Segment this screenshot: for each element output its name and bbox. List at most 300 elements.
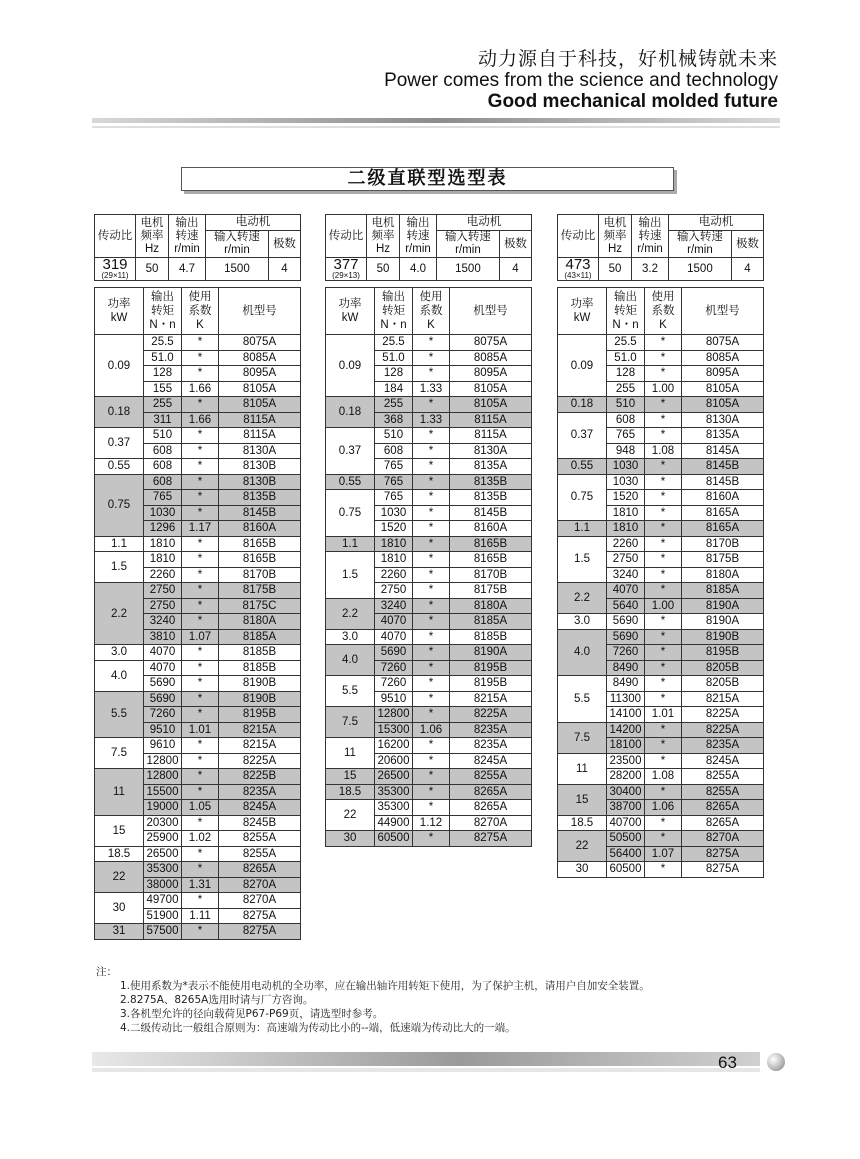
factor-cell: *: [182, 350, 219, 366]
factor-cell: *: [645, 459, 682, 475]
header-torque-line: 输出: [382, 291, 405, 303]
model-cell: 8105A: [450, 397, 532, 413]
torque-cell: 8490: [607, 660, 645, 676]
power-cell: 2.2: [326, 598, 375, 629]
model-cell: 8235A: [450, 722, 532, 738]
table-row: [326, 645, 532, 661]
torque-cell: 9510: [375, 691, 413, 707]
header-ratio: 传动比: [95, 215, 136, 258]
power-cell: 1.1: [558, 521, 607, 537]
header-torque-line: 转矩: [151, 305, 174, 317]
ratio-value: [326, 258, 367, 281]
factor-cell: *: [645, 815, 682, 831]
header-out-speed-line: 输出: [406, 216, 430, 229]
model-cell: 8160A: [450, 521, 532, 537]
header-torque-line: 转矩: [614, 305, 637, 317]
freq-value: 50: [136, 258, 169, 281]
model-cell: 8235A: [450, 738, 532, 754]
header-input-speed-line: 输入转速: [213, 231, 260, 243]
torque-cell: 608: [144, 459, 182, 475]
power-cell: 30: [326, 831, 375, 847]
torque-cell: 2260: [144, 567, 182, 583]
factor-cell: *: [413, 474, 450, 490]
power-cell: 15: [326, 769, 375, 785]
table-row: [95, 645, 301, 661]
model-cell: 8180A: [682, 567, 764, 583]
torque-cell: 26500: [375, 769, 413, 785]
model-cell: 8105A: [219, 381, 301, 397]
model-cell: 8265A: [450, 800, 532, 816]
factor-cell: *: [182, 428, 219, 444]
factor-cell: *: [182, 366, 219, 382]
power-cell: 4.0: [326, 645, 375, 676]
table-row: [95, 815, 301, 831]
model-cell: 8115A: [219, 412, 301, 428]
factor-cell: *: [182, 552, 219, 568]
model-cell: 8175B: [219, 583, 301, 599]
model-cell: 8175B: [450, 583, 532, 599]
torque-cell: 4070: [375, 629, 413, 645]
model-cell: 8270A: [682, 831, 764, 847]
torque-cell: 50500: [607, 831, 645, 847]
torque-cell: 5690: [607, 629, 645, 645]
power-cell: 0.75: [95, 474, 144, 536]
model-cell: 8145B: [219, 505, 301, 521]
model-cell: 8190A: [682, 614, 764, 630]
power-cell: 0.18: [326, 397, 375, 428]
torque-cell: 14200: [607, 722, 645, 738]
table-row: [326, 629, 532, 645]
table-row: [95, 536, 301, 552]
torque-cell: 51900: [144, 908, 182, 924]
model-cell: 8165A: [682, 505, 764, 521]
header-out-speed-line: r/min: [174, 242, 200, 255]
torque-cell: 510: [144, 428, 182, 444]
power-cell: 15: [95, 815, 144, 846]
table-row: [95, 428, 301, 444]
table-row: [95, 335, 301, 351]
factor-cell: *: [645, 753, 682, 769]
factor-cell: *: [413, 738, 450, 754]
torque-cell: 1520: [375, 521, 413, 537]
model-cell: 8175B: [682, 552, 764, 568]
power-cell: 0.09: [95, 335, 144, 397]
power-cell: 22: [95, 862, 144, 893]
power-cell: 2.2: [95, 583, 144, 645]
model-cell: 8165B: [450, 536, 532, 552]
torque-cell: 56400: [607, 846, 645, 862]
header-input-speed: [437, 231, 500, 258]
model-cell: 8190A: [682, 598, 764, 614]
factor-cell: *: [182, 753, 219, 769]
factor-cell: *: [413, 660, 450, 676]
model-cell: 8185B: [450, 629, 532, 645]
factor-cell: *: [413, 614, 450, 630]
table-row: [95, 459, 301, 475]
factor-cell: *: [645, 831, 682, 847]
header-power-line: 功率: [338, 298, 362, 310]
model-cell: 8180A: [450, 598, 532, 614]
factor-cell: 1.07: [645, 846, 682, 862]
table-row: [326, 397, 532, 413]
factor-cell: 1.17: [182, 521, 219, 537]
header-freq: [136, 215, 169, 258]
torque-cell: 35300: [375, 800, 413, 816]
model-cell: 8255A: [450, 769, 532, 785]
power-cell: 0.09: [326, 335, 375, 397]
header-power-line: 功率: [570, 298, 594, 310]
table-row: [558, 629, 764, 645]
table-row: [558, 412, 764, 428]
torque-cell: 40700: [607, 815, 645, 831]
header-out-speed-line: 输出: [638, 216, 662, 229]
header-freq-line: Hz: [607, 242, 623, 255]
header-motor: 电动机: [669, 215, 764, 231]
torque-cell: 2750: [607, 552, 645, 568]
factor-cell: 1.11: [182, 908, 219, 924]
table-row: [95, 893, 301, 909]
factor-cell: *: [413, 490, 450, 506]
model-cell: 8195B: [450, 660, 532, 676]
factor-cell: *: [413, 335, 450, 351]
selection-table-3: [557, 214, 764, 878]
model-cell: 8205B: [682, 676, 764, 692]
header-factor: [413, 288, 450, 335]
spec-row: [558, 258, 764, 281]
factor-cell: *: [645, 629, 682, 645]
model-cell: 8105A: [682, 381, 764, 397]
factor-cell: *: [645, 567, 682, 583]
factor-cell: *: [413, 753, 450, 769]
model-cell: 8270A: [219, 893, 301, 909]
factor-cell: *: [413, 800, 450, 816]
power-cell: 1.5: [326, 552, 375, 599]
factor-cell: *: [413, 831, 450, 847]
header-freq-line: 电机: [603, 216, 627, 229]
power-cell: 5.5: [326, 676, 375, 707]
table-row: [326, 831, 532, 847]
slogan-en-1: Power comes from the science and technology: [384, 70, 778, 91]
factor-cell: 1.01: [645, 707, 682, 723]
header-factor-line: 使用: [651, 291, 675, 303]
out-speed-value: 3.2: [632, 258, 669, 281]
table-row: [558, 583, 764, 599]
model-cell: 8225A: [682, 722, 764, 738]
model-cell: 8215A: [219, 722, 301, 738]
header-freq-line: 频率: [371, 229, 395, 242]
ratio-value: [95, 258, 136, 281]
torque-cell: 23500: [607, 753, 645, 769]
factor-cell: *: [413, 552, 450, 568]
model-cell: 8115A: [219, 428, 301, 444]
header-model: 机型号: [682, 288, 764, 335]
factor-cell: *: [182, 691, 219, 707]
note-item: 2.8275A、8265A选用时请与厂方咨询。: [120, 994, 314, 1006]
model-cell: 8255A: [682, 784, 764, 800]
factor-cell: *: [182, 862, 219, 878]
factor-cell: *: [413, 583, 450, 599]
table-row: [95, 691, 301, 707]
torque-cell: 16200: [375, 738, 413, 754]
factor-cell: *: [182, 645, 219, 661]
header-input-speed-line: r/min: [455, 244, 481, 256]
model-cell: 8170B: [219, 567, 301, 583]
factor-cell: *: [182, 505, 219, 521]
header-input-speed: [206, 231, 269, 258]
freq-value: 50: [599, 258, 632, 281]
torque-cell: 1030: [607, 459, 645, 475]
table-row: [558, 862, 764, 878]
model-cell: 8185A: [682, 583, 764, 599]
factor-cell: *: [413, 366, 450, 382]
model-cell: 8255A: [682, 769, 764, 785]
ratio-number: 377: [333, 256, 359, 273]
header-power-line: 功率: [107, 298, 131, 310]
torque-cell: 11300: [607, 691, 645, 707]
factor-cell: *: [645, 722, 682, 738]
torque-cell: 608: [375, 443, 413, 459]
torque-cell: 38700: [607, 800, 645, 816]
table-row: [558, 784, 764, 800]
factor-cell: *: [182, 846, 219, 862]
torque-cell: 608: [144, 474, 182, 490]
power-cell: 4.0: [558, 629, 607, 676]
torque-cell: 1810: [144, 552, 182, 568]
model-cell: 8270A: [219, 877, 301, 893]
power-cell: 0.55: [95, 459, 144, 475]
torque-cell: 255: [375, 397, 413, 413]
model-cell: 8180A: [219, 614, 301, 630]
table-grid: [557, 214, 764, 281]
model-cell: 8245A: [682, 753, 764, 769]
factor-cell: *: [645, 490, 682, 506]
header-out-speed: [632, 215, 669, 258]
torque-cell: 5690: [144, 676, 182, 692]
factor-cell: *: [182, 676, 219, 692]
poles-value: 4: [268, 258, 300, 281]
torque-cell: 38000: [144, 877, 182, 893]
ratio-sub: (29×11): [101, 271, 129, 280]
factor-cell: *: [413, 443, 450, 459]
model-cell: 8175C: [219, 598, 301, 614]
model-cell: 8165B: [450, 552, 532, 568]
table-grid: [94, 214, 301, 281]
header-out-speed: [169, 215, 206, 258]
torque-cell: 25.5: [607, 335, 645, 351]
table-row: [558, 722, 764, 738]
power-cell: 22: [558, 831, 607, 862]
model-cell: 8135B: [450, 490, 532, 506]
model-cell: 8105A: [219, 397, 301, 413]
header-power: [95, 288, 144, 335]
header-input-speed-line: r/min: [224, 244, 250, 256]
model-cell: 8245B: [219, 815, 301, 831]
power-cell: 18.5: [95, 846, 144, 862]
sphere-icon: [767, 1053, 785, 1071]
torque-cell: 12800: [144, 769, 182, 785]
header-input-speed: [669, 231, 732, 258]
factor-cell: *: [645, 350, 682, 366]
torque-cell: 12800: [375, 707, 413, 723]
torque-cell: 44900: [375, 815, 413, 831]
torque-cell: 4070: [144, 645, 182, 661]
torque-cell: 765: [375, 490, 413, 506]
header-row: [558, 215, 764, 231]
factor-cell: 1.07: [182, 629, 219, 645]
factor-cell: *: [413, 521, 450, 537]
model-cell: 8215A: [450, 691, 532, 707]
spec-row: [326, 258, 532, 281]
input-speed-value: 1500: [206, 258, 269, 281]
torque-cell: 25.5: [375, 335, 413, 351]
table-row: [95, 862, 301, 878]
model-cell: 8145B: [682, 459, 764, 475]
header-factor-line: K: [659, 319, 667, 331]
power-cell: 0.55: [558, 459, 607, 475]
torque-cell: 3240: [144, 614, 182, 630]
factor-cell: *: [182, 490, 219, 506]
torque-cell: 2750: [375, 583, 413, 599]
model-cell: 8165B: [219, 536, 301, 552]
header-motor: 电动机: [206, 215, 301, 231]
power-cell: 11: [95, 769, 144, 816]
torque-cell: 5690: [375, 645, 413, 661]
power-cell: 1.5: [95, 552, 144, 583]
table-row: [558, 676, 764, 692]
torque-cell: 4070: [375, 614, 413, 630]
header-power-line: kW: [110, 312, 128, 324]
torque-cell: 1810: [607, 521, 645, 537]
table-row: [326, 428, 532, 444]
factor-cell: *: [182, 660, 219, 676]
factor-cell: *: [645, 412, 682, 428]
torque-cell: 4070: [607, 583, 645, 599]
factor-cell: *: [413, 428, 450, 444]
table-row: [95, 660, 301, 676]
model-cell: 8215A: [682, 691, 764, 707]
model-cell: 8160A: [682, 490, 764, 506]
factor-cell: *: [182, 443, 219, 459]
header-factor-line: 系数: [651, 305, 675, 317]
notes-heading: 注：: [96, 966, 117, 978]
factor-cell: 1.05: [182, 800, 219, 816]
torque-cell: 1810: [375, 552, 413, 568]
table-row: [326, 738, 532, 754]
table-row: [95, 846, 301, 862]
table-row: [95, 552, 301, 568]
model-cell: 8215A: [219, 738, 301, 754]
factor-cell: 1.06: [645, 800, 682, 816]
torque-cell: 20300: [144, 815, 182, 831]
model-cell: 8135A: [682, 428, 764, 444]
header-row: [95, 215, 301, 231]
torque-cell: 510: [607, 397, 645, 413]
factor-cell: 1.06: [413, 722, 450, 738]
torque-cell: 765: [375, 459, 413, 475]
header-input-speed-line: 输入转速: [444, 231, 491, 243]
factor-cell: 1.00: [645, 598, 682, 614]
torque-cell: 7260: [144, 707, 182, 723]
header-torque: [144, 288, 182, 335]
factor-cell: *: [645, 645, 682, 661]
factor-cell: *: [645, 738, 682, 754]
torque-cell: 3240: [375, 598, 413, 614]
factor-cell: *: [645, 614, 682, 630]
table-row: [558, 753, 764, 769]
power-cell: 0.75: [558, 474, 607, 521]
torque-cell: 57500: [144, 924, 182, 940]
factor-cell: *: [413, 459, 450, 475]
torque-cell: 14100: [607, 707, 645, 723]
table-row: [326, 784, 532, 800]
input-speed-value: 1500: [437, 258, 500, 281]
table-row: [558, 815, 764, 831]
torque-cell: 2260: [375, 567, 413, 583]
table-row: [558, 459, 764, 475]
torque-cell: 608: [607, 412, 645, 428]
torque-cell: 15300: [375, 722, 413, 738]
model-cell: 8170B: [682, 536, 764, 552]
factor-cell: *: [182, 614, 219, 630]
torque-cell: 184: [375, 381, 413, 397]
model-cell: 8145B: [450, 505, 532, 521]
factor-cell: *: [413, 536, 450, 552]
input-speed-value: 1500: [669, 258, 732, 281]
out-speed-value: 4.7: [169, 258, 206, 281]
factor-cell: *: [182, 893, 219, 909]
factor-cell: 1.66: [182, 381, 219, 397]
factor-cell: 1.33: [413, 381, 450, 397]
model-cell: 8105A: [450, 381, 532, 397]
power-cell: 3.0: [95, 645, 144, 661]
selection-table-1: [94, 214, 301, 940]
torque-cell: 35300: [144, 862, 182, 878]
model-cell: 8185A: [450, 614, 532, 630]
factor-cell: *: [645, 660, 682, 676]
factor-cell: 1.01: [182, 722, 219, 738]
factor-cell: *: [182, 815, 219, 831]
factor-cell: 1.00: [645, 381, 682, 397]
torque-cell: 5690: [144, 691, 182, 707]
table-grid: [325, 214, 532, 281]
header-freq-line: 频率: [603, 229, 627, 242]
model-cell: 8190B: [219, 691, 301, 707]
factor-cell: *: [645, 335, 682, 351]
header-factor-line: K: [196, 319, 204, 331]
note-item: 4.二级传动比一般组合原则为：高速端为传动比小的--端，低速端为传动比大的一端。: [120, 1022, 516, 1034]
header-row: [326, 215, 532, 231]
model-cell: 8275A: [682, 846, 764, 862]
torque-cell: 128: [375, 366, 413, 382]
power-cell: 30: [95, 893, 144, 924]
factor-cell: *: [645, 505, 682, 521]
torque-cell: 1810: [375, 536, 413, 552]
torque-cell: 5640: [607, 598, 645, 614]
model-cell: 8075A: [450, 335, 532, 351]
torque-cell: 4070: [144, 660, 182, 676]
power-cell: 0.37: [95, 428, 144, 459]
table-row: [326, 335, 532, 351]
slogan-en-2: Good mechanical molded future: [487, 91, 778, 112]
header-out-speed-line: 转速: [406, 229, 430, 242]
header-factor-line: 系数: [188, 305, 212, 317]
header-out-speed-line: r/min: [405, 242, 431, 255]
torque-cell: 1296: [144, 521, 182, 537]
header-out-speed-line: 输出: [175, 216, 199, 229]
model-cell: 8235A: [682, 738, 764, 754]
model-cell: 8235A: [219, 784, 301, 800]
factor-cell: *: [413, 784, 450, 800]
